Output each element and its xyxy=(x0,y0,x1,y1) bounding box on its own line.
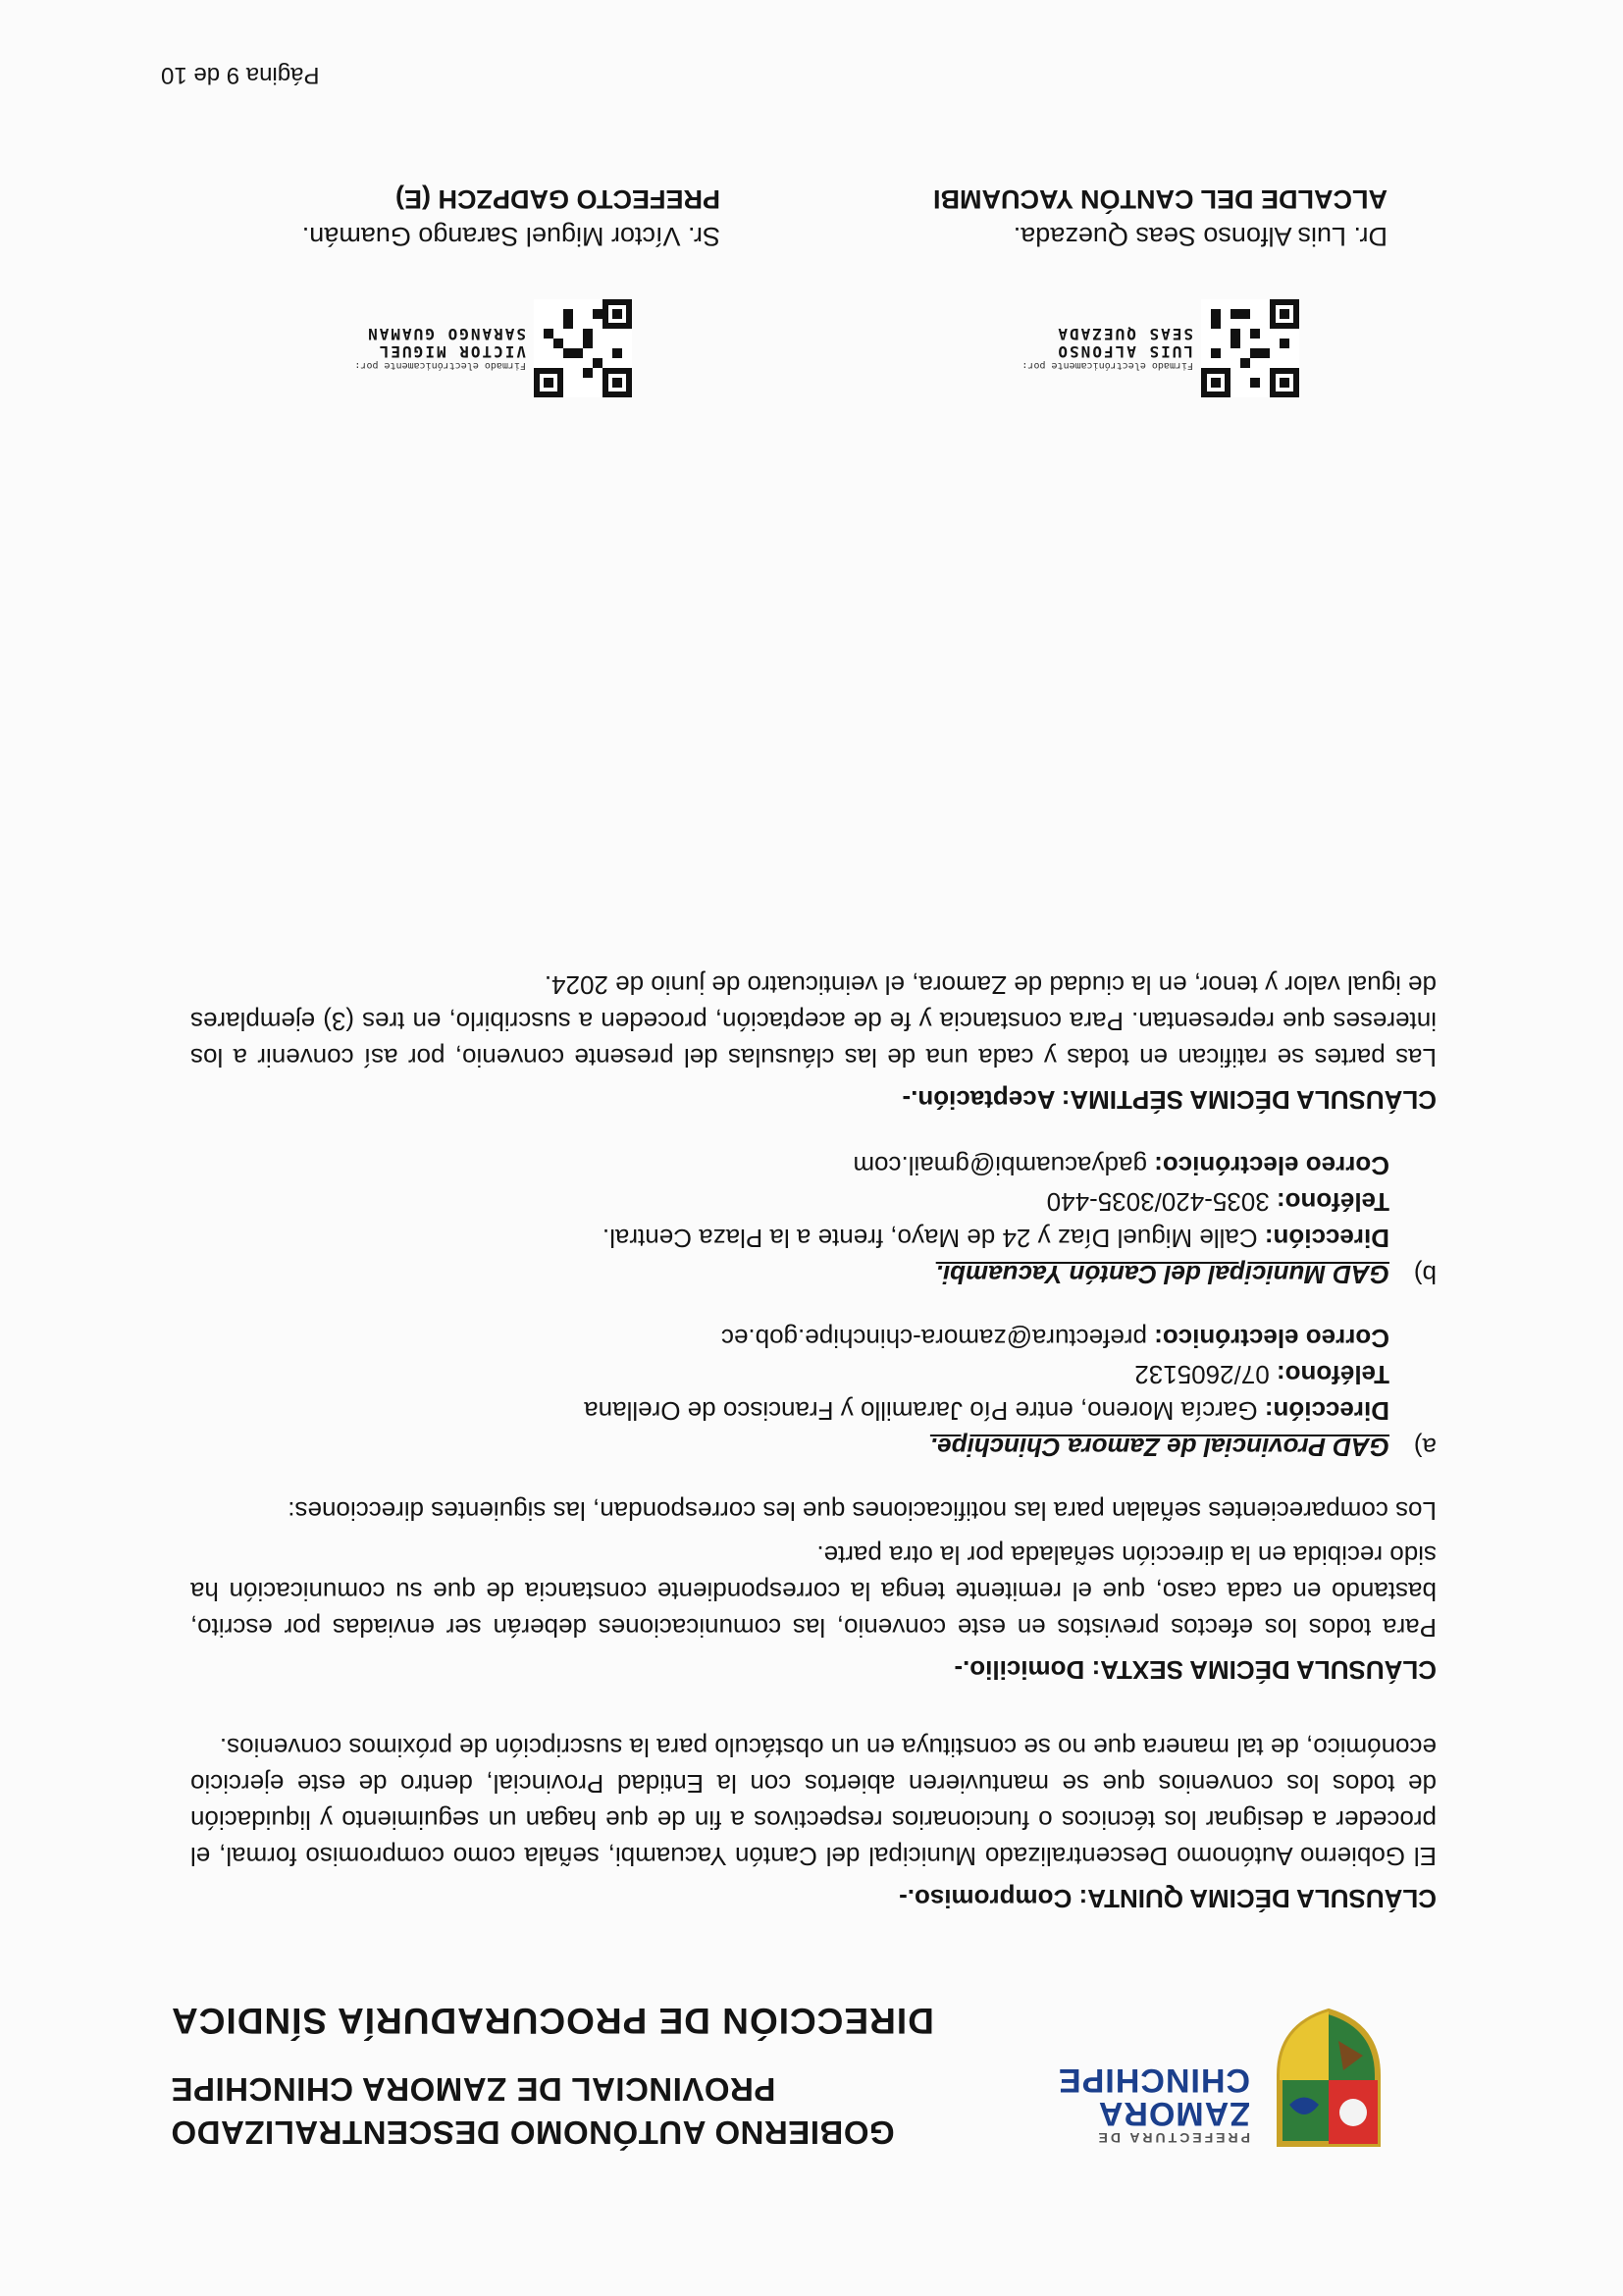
party-b-tel-label: Teléfono: xyxy=(1276,1187,1389,1217)
clause-16-text-2: Los comparecientes señalan para las notificaciones que les correspondan, las siguientes direcciones: xyxy=(288,1496,1437,1526)
party-b-dir-label: Dirección: xyxy=(1264,1224,1389,1253)
party-a-address xyxy=(190,1320,1389,1429)
logo-line-1: ZAMORA xyxy=(1097,2095,1250,2132)
clause-17-title: CLÁUSULA DÉCIMA SÉPTIMA: Aceptación.- xyxy=(902,1085,1437,1115)
document-body xyxy=(190,966,1437,1938)
clause-16-title: CLÁUSULA DÉCIMA SEXTA: Domicilio.- xyxy=(954,1655,1437,1685)
mayor-role: ALCALDE DEL CANTÓN YACUAMBI xyxy=(932,184,1387,214)
party-b-letter: b) xyxy=(1413,1260,1437,1289)
left-sig-line-2: SEAS QUEZADA xyxy=(1056,325,1193,344)
party-a-letter: a) xyxy=(1413,1433,1437,1462)
prefect-name: Sr. Víctor Miguel Sarango Guamán. xyxy=(301,222,720,251)
party-b-name: GAD Municipal del Cantón Yacuambi. xyxy=(935,1260,1389,1289)
party-b-address xyxy=(190,1147,1389,1256)
right-sig-line-2: SARANGO GUAMAN xyxy=(366,325,526,344)
left-sig-line-1: LUIS ALFONSO xyxy=(1056,342,1193,362)
department-title: DIRECCIÓN DE PROCURADURÍA SÍNDICA xyxy=(171,2001,934,2041)
party-a-name: GAD Provincial de Zamora Chinchipe. xyxy=(929,1433,1389,1462)
party-b-mail-label: Correo electrónico: xyxy=(1154,1151,1389,1180)
party-a-mail-label: Correo electrónico: xyxy=(1154,1324,1389,1353)
party-a xyxy=(190,1429,1437,1465)
party-a-dir-value: García Moreno, entre Pío Jaramillo y Francisco de Orellana xyxy=(584,1396,1258,1426)
party-a-mail-value: prefectura@zamora-chinchipe.gob.ec xyxy=(720,1324,1147,1353)
logo-line-2: CHINCHIPE xyxy=(1057,2061,1250,2099)
party-b-dir-value: Calle Miguel Díaz y 24 de Mayo, frente a la Plaza Central. xyxy=(602,1224,1258,1253)
qr-code-icon xyxy=(1201,299,1299,397)
mayor-name: Dr. Luis Alfonso Seas Quezada. xyxy=(1013,222,1387,251)
prefectura-logo xyxy=(1057,2061,1250,2146)
prefect-role: PREFECTO GADPZCH (E) xyxy=(394,184,720,214)
signature-block xyxy=(161,147,1466,402)
party-b-mail-value: gadyacuambi@gmail.com xyxy=(853,1151,1147,1180)
letterhead xyxy=(171,1987,1397,2164)
clause-16-text-1: Para todos los efectos previstos en este convenio, las comunicaciones deberán ser enviadas por escrito, bastando en cada caso, que el remitente tenga la correspondiente constancia de que su comunicación ha sido recibida en la dirección señalada por la otra parte. xyxy=(190,1540,1437,1643)
clause-17-text: Las partes se ratifican en todas y cada una de las cláusulas del presente convenio, por así convenir a los intereses que representan. Para constancia y fe de aceptación, proceden a suscribirlo, en tres (3) ejemplares de igual valor y tenor, en la ciudad de Zamora, el veinticuatro de junio de 2024. xyxy=(190,970,1437,1072)
right-sig-line-1: VICTOR MIGUEL xyxy=(377,342,526,362)
institution-title xyxy=(171,1991,1073,2154)
logo-small-text: PREFECTURA DE xyxy=(1095,2130,1250,2146)
party-b-tel-value: 3035-420/3035-440 xyxy=(1046,1187,1270,1217)
page-number: Página 9 de 10 xyxy=(161,62,320,88)
coat-of-arms-icon xyxy=(1260,2007,1397,2164)
clause-15-text: El Gobierno Autónomo Descentralizado Municipal del Cantón Yacuambi, señala como compromiso formal, el proceder a designar los técnicos o funcionarios respectivos a fin de que hagan un seguimiento y liquidación de todos los convenios que se mantuvieren abiertos con la Entidad Provincial, dentro de este ejercicio económico, de tal manera que no se constituya en un obstáculo para la suscripción de próximos convenios. xyxy=(190,1733,1437,1871)
signature-mayor xyxy=(838,181,1387,402)
party-b xyxy=(190,1256,1437,1292)
party-a-tel-value: 07/2605132 xyxy=(1134,1360,1270,1389)
clause-15-title: CLÁUSULA DÉCIMA QUINTA: Compromiso.- xyxy=(899,1884,1437,1913)
right-sig-tiny: Firmado electrónicamente por: xyxy=(354,360,526,372)
title-line-1: GOBIERNO AUTÓNOMO DESCENTRALIZADO xyxy=(171,2114,895,2151)
party-a-tel-label: Teléfono: xyxy=(1276,1360,1389,1389)
party-a-dir-label: Dirección: xyxy=(1264,1396,1389,1426)
title-line-2: PROVINCIAL DE ZAMORA CHINCHIPE xyxy=(171,2071,776,2108)
left-sig-tiny: Firmado electrónicamente por: xyxy=(1021,360,1193,372)
signature-prefect xyxy=(171,181,720,402)
qr-code-icon xyxy=(534,299,632,397)
